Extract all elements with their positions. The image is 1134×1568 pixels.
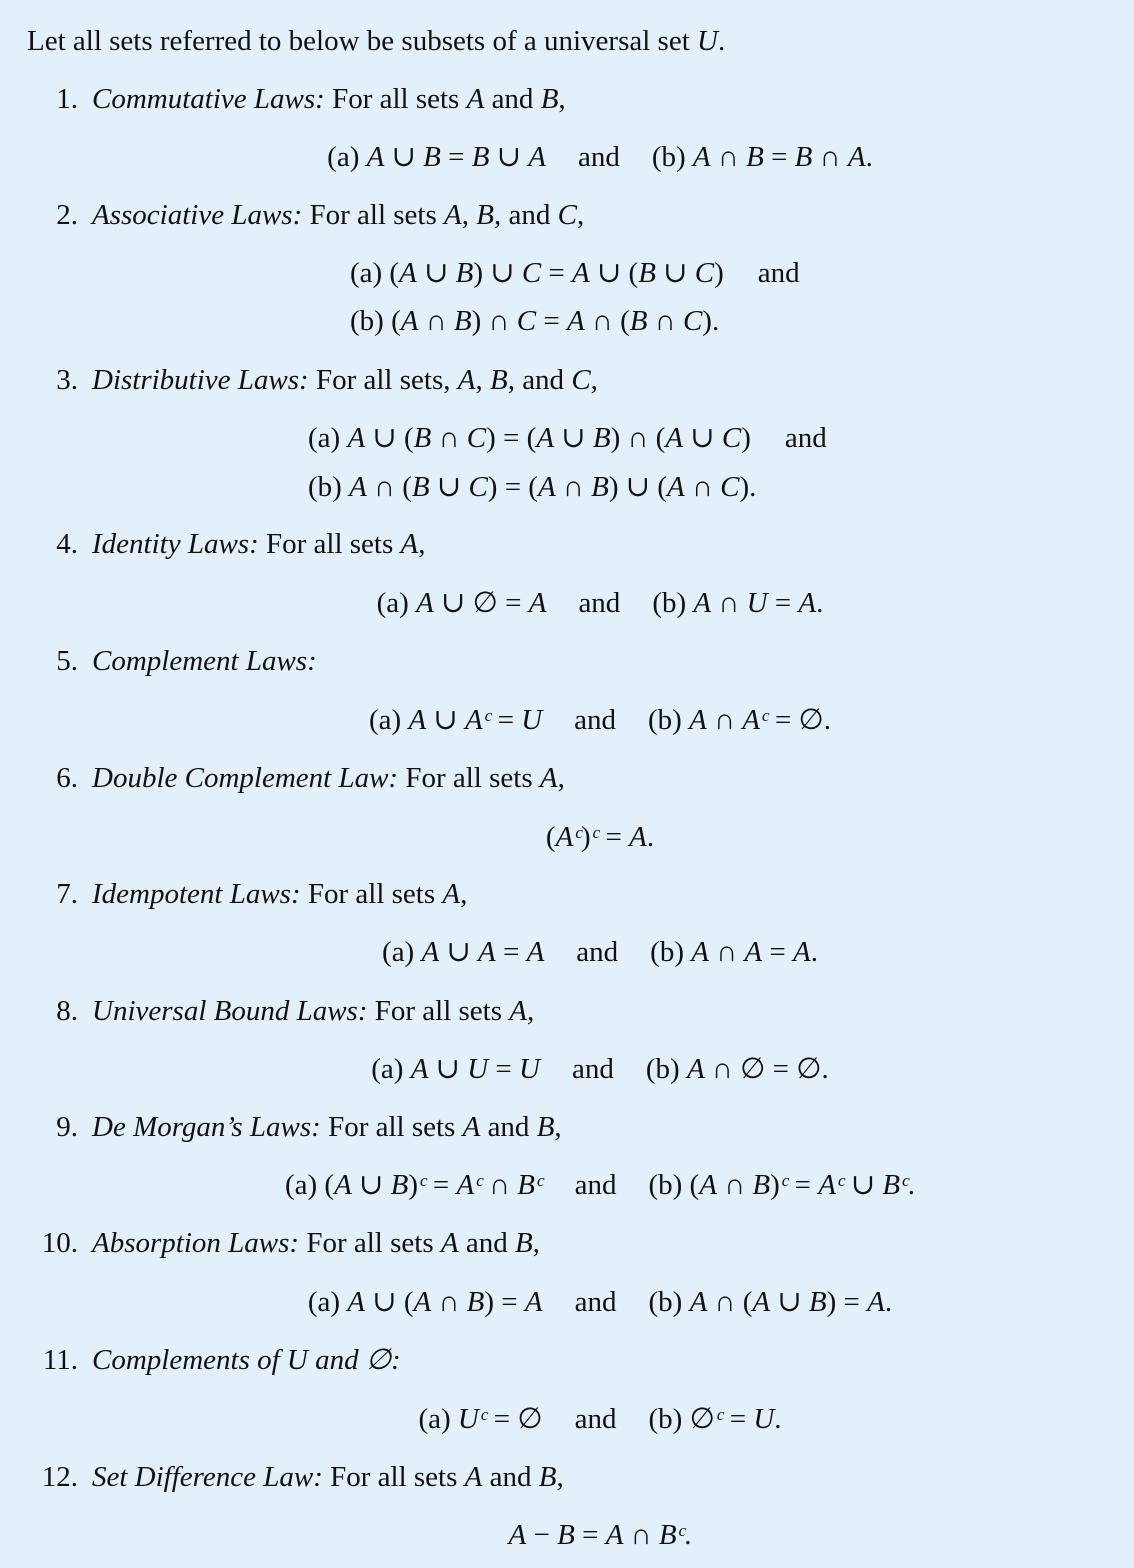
- math-variable: ᶜ: [482, 704, 491, 736]
- math-variable: U: [746, 587, 768, 619]
- equation-b: (b) A ∩ B = B ∩ A.: [651, 141, 873, 173]
- math-variable: C: [682, 305, 703, 337]
- math-variable: C: [466, 422, 487, 454]
- equation-line: [0, 934, 1134, 970]
- equation-a: (a) (A ∪ B) ∪ C = A ∪ (B ∪ C): [350, 257, 724, 289]
- equation-a: (a) A ∪ (A ∩ B) = A: [307, 1286, 543, 1318]
- math-variable: B: [466, 1286, 485, 1318]
- item-number: 12.: [41, 1461, 78, 1493]
- equation-line: [0, 1517, 1134, 1553]
- law-title: Absorption Laws:: [92, 1227, 300, 1259]
- law-heading: [92, 876, 467, 912]
- math-variable: A: [847, 141, 866, 173]
- law-condition: For all sets A, B, and C,: [302, 199, 585, 231]
- law-heading: [92, 1109, 562, 1145]
- equation-b: (b) A ∩ (A ∪ B) = A.: [648, 1286, 893, 1318]
- equation-a: (a) A ∪ A = A: [382, 936, 545, 968]
- law-heading: [92, 760, 565, 796]
- law-condition: For all sets A,: [300, 878, 468, 910]
- math-variable: A: [464, 704, 483, 736]
- math-variable: ᶜ: [474, 1169, 482, 1201]
- equation-a: (a) (A ∪ B)ᶜ = Aᶜ ∩ Bᶜ: [284, 1169, 543, 1201]
- math-variable: A: [526, 936, 545, 968]
- law-heading: [92, 1225, 540, 1261]
- math-variable: U: [457, 1403, 479, 1435]
- math-variable: C: [694, 257, 715, 289]
- and-word: and: [784, 422, 827, 454]
- math-variable: ᶜ: [573, 821, 581, 853]
- equation-a: (a) A ∪ ∅ = A: [376, 587, 547, 619]
- math-variable: A: [456, 1169, 475, 1201]
- math-variable: B: [882, 1169, 901, 1201]
- math-variable: A: [572, 257, 590, 289]
- law-heading: [92, 643, 317, 679]
- math-variable: B: [411, 471, 430, 503]
- law-heading: [92, 197, 584, 233]
- law-condition: For all sets A and B,: [324, 83, 566, 115]
- item-number: 5.: [56, 645, 78, 677]
- and-word: and: [574, 1403, 617, 1435]
- law-heading: [92, 1342, 401, 1378]
- math-variable: A: [440, 1227, 459, 1259]
- math-variable: ᶜ: [676, 1519, 685, 1551]
- law-condition: For all sets A,: [258, 528, 426, 560]
- intro-text: Let all sets referred to below be subsets of a universal set U.: [27, 25, 726, 57]
- equation-line: [0, 139, 1134, 175]
- law-title: Universal Bound Laws:: [92, 995, 368, 1027]
- equation-b: (b) A ∩ ∅ = ∅.: [645, 1053, 829, 1085]
- item-number: 10.: [41, 1227, 78, 1259]
- law-title: De Morgan’s Laws:: [92, 1111, 321, 1143]
- math-variable: A: [605, 1519, 624, 1551]
- math-variable: A: [744, 936, 763, 968]
- math-variable: A: [524, 1286, 543, 1318]
- math-variable: B: [514, 1227, 533, 1259]
- equation-line: [0, 702, 1134, 738]
- law-heading: [92, 526, 426, 562]
- math-variable: A: [689, 1286, 708, 1318]
- math-variable: B: [536, 1111, 555, 1143]
- and-word: and: [576, 936, 619, 968]
- math-variable: A: [464, 1461, 483, 1493]
- math-variable: ᶜ: [714, 1403, 723, 1435]
- math-variable: C: [516, 305, 537, 337]
- math-variable: A: [867, 1286, 885, 1318]
- math-variable: B: [557, 1519, 575, 1551]
- math-variable: A: [742, 704, 760, 736]
- math-variable: A: [408, 704, 427, 736]
- law-heading: [92, 993, 534, 1029]
- equation-line: [308, 420, 827, 456]
- math-variable: B: [540, 83, 559, 115]
- math-variable: A: [629, 821, 647, 853]
- math-variable: A: [555, 821, 574, 853]
- math-variable: ᶜ: [534, 1169, 543, 1201]
- math-variable: A: [752, 1286, 771, 1318]
- item-number: 9.: [56, 1111, 78, 1143]
- item-number: 6.: [56, 762, 78, 794]
- math-variable: A: [444, 199, 462, 231]
- math-variable: B: [423, 141, 441, 173]
- math-variable: A: [416, 587, 434, 619]
- equation-b: (b) A ∩ Aᶜ = ∅.: [648, 704, 831, 736]
- math-variable: B: [489, 364, 508, 396]
- equation-b: (b) A ∩ U = A.: [652, 587, 824, 619]
- item-number: 11.: [42, 1344, 78, 1376]
- and-word: and: [574, 1286, 617, 1318]
- equation: A − B = A ∩ Bᶜ.: [508, 1519, 692, 1551]
- math-variable: ᶜ: [590, 821, 599, 853]
- math-variable: U: [467, 1053, 489, 1085]
- math-variable: B: [413, 422, 432, 454]
- and-word: and: [757, 257, 800, 289]
- and-word: and: [577, 141, 620, 173]
- and-word: and: [574, 1169, 617, 1201]
- math-variable: A: [478, 936, 496, 968]
- equation-a: (a) A ∪ B = B ∪ A: [327, 141, 546, 173]
- math-variable: A: [334, 1169, 352, 1201]
- math-variable: C: [557, 199, 577, 231]
- law-title: Associative Laws:: [92, 199, 303, 231]
- math-variable: A: [691, 936, 709, 968]
- math-variable: U: [519, 1053, 540, 1085]
- math-variable: A: [566, 305, 585, 337]
- equation-b: (b) ∅ᶜ = U.: [648, 1403, 782, 1435]
- math-variable: A: [699, 1169, 717, 1201]
- item-number: 4.: [56, 528, 78, 560]
- item-number: 7.: [56, 878, 78, 910]
- math-variable: A: [347, 1286, 366, 1318]
- math-variable: B: [808, 1286, 827, 1318]
- math-variable: B: [591, 471, 609, 503]
- law-condition: For all sets A,: [398, 762, 565, 794]
- equation-b: (b) (A ∩ B) ∩ C = A ∩ (B ∩ C).: [350, 305, 720, 337]
- equation: (Aᶜ)ᶜ = A.: [545, 821, 655, 853]
- math-variable: U: [697, 25, 718, 57]
- math-variable: A: [508, 1519, 527, 1551]
- equation-line: [350, 255, 800, 291]
- law-condition: For all sets A and B,: [322, 1461, 564, 1493]
- math-variable: B: [517, 1169, 535, 1201]
- item-number: 2.: [56, 199, 78, 231]
- law-title: Commutative Laws:: [92, 83, 325, 115]
- math-variable: A: [665, 422, 684, 454]
- equation-a: (a) A ∪ (B ∩ C) = (A ∪ B) ∩ (A ∪ C): [308, 422, 751, 454]
- math-variable: A: [509, 995, 527, 1027]
- math-variable: A: [457, 364, 476, 396]
- math-variable: B: [629, 305, 648, 337]
- math-variable: A: [692, 141, 711, 173]
- law-title: Complement Laws:: [92, 645, 317, 677]
- math-variable: A: [347, 422, 366, 454]
- math-variable: A: [400, 305, 419, 337]
- math-variable: B: [455, 257, 474, 289]
- math-variable: A: [693, 587, 712, 619]
- math-variable: ᶜ: [417, 1169, 426, 1201]
- math-variable: U: [521, 704, 543, 736]
- math-variable: B: [390, 1169, 409, 1201]
- math-variable: B: [592, 422, 611, 454]
- law-heading: [92, 362, 598, 398]
- math-variable: ᶜ: [779, 1169, 788, 1201]
- equation-b: (b) A ∩ (B ∪ C) = (A ∩ B) ∪ (A ∩ C).: [308, 471, 757, 503]
- and-word: and: [571, 1053, 614, 1085]
- equation-line: [0, 1167, 1134, 1203]
- math-variable: B: [476, 199, 494, 231]
- math-variable: B: [638, 257, 656, 289]
- math-variable: A: [798, 587, 817, 619]
- equation-b: (b) (A ∩ B)ᶜ = Aᶜ ∪ Bᶜ.: [648, 1169, 916, 1201]
- math-variable: A: [399, 257, 417, 289]
- math-variable: A: [689, 704, 707, 736]
- law-title: Set Difference Law:: [92, 1461, 323, 1493]
- equation-line: [0, 1284, 1134, 1320]
- equation-b: (b) A ∩ A = A.: [650, 936, 818, 968]
- math-variable: B: [471, 141, 490, 173]
- law-title: Distributive Laws:: [92, 364, 309, 396]
- math-variable: A: [537, 471, 556, 503]
- equation-line: [0, 819, 1134, 855]
- math-variable: A: [686, 1053, 705, 1085]
- math-variable: B: [794, 141, 813, 173]
- math-variable: A: [466, 83, 485, 115]
- item-number: 8.: [56, 995, 78, 1027]
- item-number: 3.: [56, 364, 78, 396]
- math-variable: A: [400, 528, 419, 560]
- math-variable: A: [539, 762, 558, 794]
- math-variable: C: [521, 257, 542, 289]
- math-variable: C: [720, 471, 740, 503]
- math-variable: A: [666, 471, 685, 503]
- law-heading: [92, 1459, 564, 1495]
- math-variable: ᶜ: [900, 1169, 908, 1201]
- equation-line: [0, 1051, 1134, 1087]
- math-variable: B: [746, 141, 764, 173]
- math-variable: A: [442, 878, 461, 910]
- math-variable: ᶜ: [759, 704, 768, 736]
- math-variable: C: [468, 471, 488, 503]
- law-title: Double Complement Law:: [92, 762, 399, 794]
- equation-line: [0, 585, 1134, 621]
- law-condition: For all sets A,: [367, 995, 535, 1027]
- math-variable: A: [818, 1169, 836, 1201]
- math-variable: A: [528, 141, 546, 173]
- law-condition: For all sets A and B,: [320, 1111, 562, 1143]
- equation-a: (a) A ∪ U = U: [371, 1053, 540, 1085]
- and-word: and: [574, 704, 617, 736]
- math-variable: ᶜ: [478, 1403, 487, 1435]
- equation-a: (a) A ∪ Aᶜ = U: [369, 704, 543, 736]
- math-variable: U: [753, 1403, 775, 1435]
- and-word: and: [578, 587, 621, 619]
- law-title: Idempotent Laws:: [92, 878, 301, 910]
- math-variable: B: [752, 1169, 771, 1201]
- math-variable: ᶜ: [835, 1169, 844, 1201]
- law-heading: [92, 81, 566, 117]
- math-variable: A: [366, 141, 385, 173]
- math-variable: A: [528, 587, 547, 619]
- law-title: Complements of U and ∅:: [92, 1344, 401, 1376]
- math-variable: A: [536, 422, 555, 454]
- math-variable: B: [453, 305, 472, 337]
- law-condition: For all sets, A, B, and C,: [308, 364, 598, 396]
- equation-line: [0, 1401, 1134, 1437]
- equation-a: (a) Uᶜ = ∅: [418, 1403, 543, 1435]
- item-number: 1.: [56, 83, 78, 115]
- math-variable: C: [721, 422, 742, 454]
- math-variable: A: [413, 1286, 432, 1318]
- math-variable: B: [538, 1461, 557, 1493]
- math-variable: A: [410, 1053, 429, 1085]
- math-variable: C: [571, 364, 591, 396]
- math-variable: A: [349, 471, 367, 503]
- math-variable: B: [658, 1519, 677, 1551]
- law-condition: For all sets A and B,: [299, 1227, 540, 1259]
- math-variable: A: [421, 936, 440, 968]
- law-title: Identity Laws:: [92, 528, 259, 560]
- math-variable: A: [462, 1111, 481, 1143]
- math-variable: A: [793, 936, 811, 968]
